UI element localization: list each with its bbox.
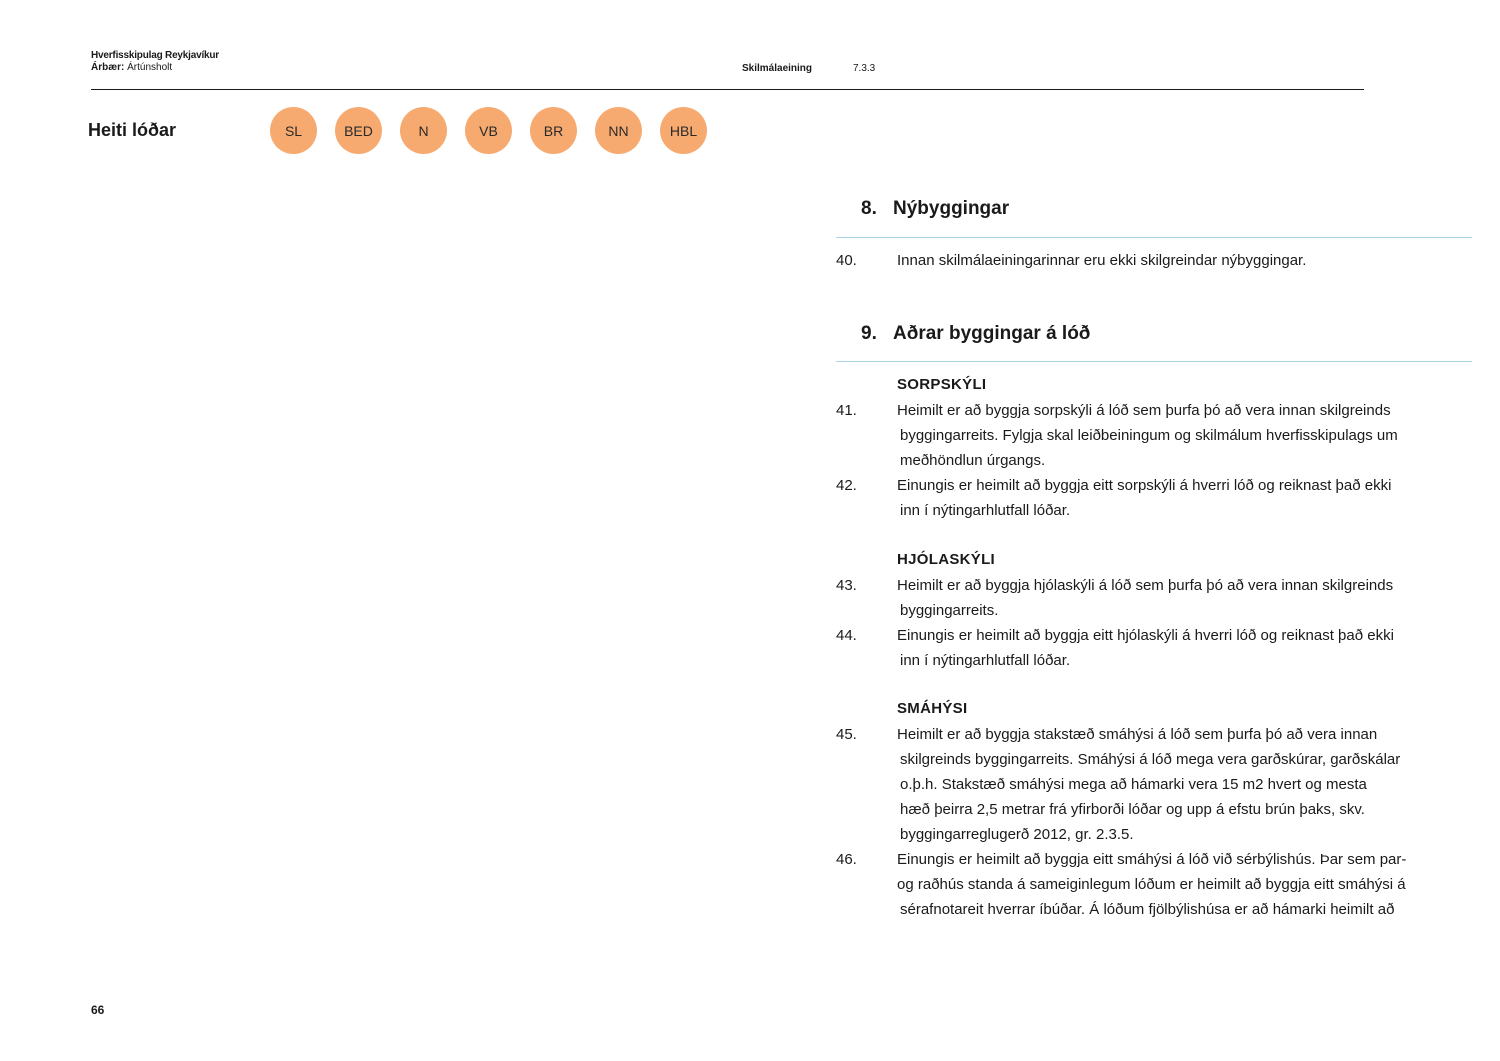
lot-badge-hbl: HBL bbox=[660, 107, 707, 154]
paragraph-43 bbox=[836, 573, 1476, 623]
paragraph-45 bbox=[836, 722, 1476, 847]
paragraph-line: skilgreinds byggingarreits. Smáhýsi á lóð mega vera garðskúrar, garðskálar bbox=[900, 751, 1401, 768]
paragraph-line: byggingarreglugerð 2012, gr. 2.3.5. bbox=[900, 826, 1134, 843]
paragraph-line: Einungis er heimilt að byggja eitt smáhýsi á lóð við sérbýlishús. Þar sem par- bbox=[897, 851, 1407, 868]
paragraph-line: og raðhús standa á sameiginlegum lóðum er heimilt að byggja eitt smáhýsi á bbox=[897, 876, 1406, 893]
paragraph-41 bbox=[836, 398, 1476, 473]
paragraph-number: 42. bbox=[836, 477, 857, 494]
district-value: Ártúnsholt bbox=[127, 62, 173, 73]
paragraph-line: Einungis er heimilt að byggja eitt sorpskýli á hverri lóð og reiknast það ekki bbox=[897, 477, 1392, 494]
paragraph-line: inn í nýtingarhlutfall lóðar. bbox=[900, 652, 1071, 669]
paragraph-line: o.þ.h. Stakstæð smáhýsi mega að hámarki vera 15 m2 hvert og mesta bbox=[900, 776, 1367, 793]
section-9-heading bbox=[861, 323, 1090, 345]
paragraph-line: byggingarreits. Fylgja skal leiðbeiningum og skilmálum hverfisskipulags um bbox=[900, 427, 1398, 444]
paragraph-line: inn í nýtingarhlutfall lóðar. bbox=[900, 502, 1071, 519]
paragraph-line: Heimilt er að byggja stakstæð smáhýsi á lóð sem þurfa þó að vera innan bbox=[897, 726, 1378, 743]
subheading-hjolaskyli: HJÓLASKÝLI bbox=[897, 551, 996, 568]
paragraph-line: sérafnotareit hverrar íbúðar. Á lóðum fjölbýlishúsa er að hámarki heimilt að bbox=[900, 901, 1395, 918]
lot-names-label: Heiti lóðar bbox=[88, 120, 177, 140]
lot-badge-bed: BED bbox=[335, 107, 382, 154]
section-9-divider bbox=[836, 361, 1472, 362]
lot-badge-n: N bbox=[400, 107, 447, 154]
paragraph-line: byggingarreits. bbox=[900, 602, 999, 619]
paragraph-number: 43. bbox=[836, 577, 857, 594]
section-8-number: 8. bbox=[861, 198, 877, 219]
section-9-number: 9. bbox=[861, 323, 877, 344]
lot-badges bbox=[270, 107, 707, 154]
paragraph-number: 46. bbox=[836, 851, 857, 868]
paragraph-line: hæð þeirra 2,5 metrar frá yfirborði lóðar og upp á efstu brún þaks, skv. bbox=[900, 801, 1365, 818]
paragraph-number: 40. bbox=[836, 252, 857, 269]
district-line bbox=[91, 62, 172, 73]
section-code: 7.3.3 bbox=[853, 63, 876, 74]
paragraph-line: Einungis er heimilt að byggja eitt hjólaskýli á hverri lóð og reiknast það ekki bbox=[897, 627, 1394, 644]
paragraph-46 bbox=[836, 847, 1476, 922]
paragraph-line: Heimilt er að byggja sorpskýli á lóð sem þurfa þó að vera innan skilgreinds bbox=[897, 402, 1391, 419]
header-divider bbox=[91, 89, 1364, 90]
paragraph-number: 45. bbox=[836, 726, 857, 743]
lot-badge-br: BR bbox=[530, 107, 577, 154]
subheading-smahysi: SMÁHÝSI bbox=[897, 700, 968, 717]
paragraph-number: 41. bbox=[836, 402, 857, 419]
document-title: Hverfisskipulag Reykjavíkur bbox=[91, 50, 219, 61]
lot-badge-sl: SL bbox=[270, 107, 317, 154]
subheading-sorpskyli: SORPSKÝLI bbox=[897, 376, 987, 393]
paragraph-line: Innan skilmálaeiningarinnar eru ekki skilgreindar nýbyggingar. bbox=[897, 252, 1307, 269]
section-8-title: Nýbyggingar bbox=[893, 198, 1010, 219]
paragraph-40 bbox=[836, 248, 1476, 273]
lot-badge-vb: VB bbox=[465, 107, 512, 154]
paragraph-42 bbox=[836, 473, 1476, 523]
section-label: Skilmálaeining bbox=[742, 63, 813, 74]
section-9-title: Aðrar byggingar á lóð bbox=[893, 323, 1091, 344]
paragraph-line: Heimilt er að byggja hjólaskýli á lóð sem þurfa þó að vera innan skilgreinds bbox=[897, 577, 1394, 594]
section-8-heading bbox=[861, 198, 1009, 220]
district-label: Árbær: bbox=[91, 62, 125, 73]
paragraph-44 bbox=[836, 623, 1476, 673]
paragraph-number: 44. bbox=[836, 627, 857, 644]
page-number: 66 bbox=[91, 1003, 105, 1017]
paragraph-line: meðhöndlun úrgangs. bbox=[900, 452, 1046, 469]
section-8-divider bbox=[836, 237, 1472, 238]
lot-badge-nn: NN bbox=[595, 107, 642, 154]
